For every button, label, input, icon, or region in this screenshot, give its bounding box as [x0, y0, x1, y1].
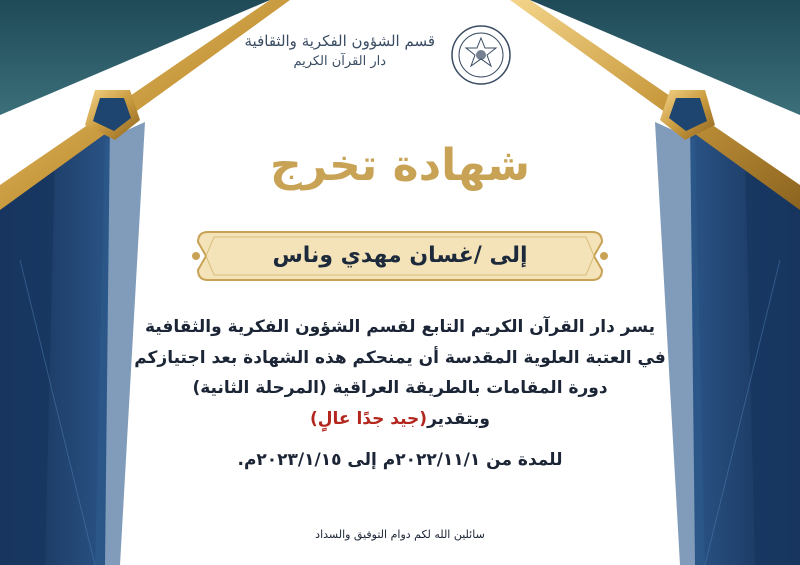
grade-value: (جيد جدًا عالٍ) [310, 409, 428, 429]
institution-name: دار القرآن الكريم [293, 54, 387, 69]
grade-prefix: وبتقدير [427, 409, 490, 429]
shrine-seal-icon [450, 24, 512, 86]
closing-wishes: سائلين الله لكم دوام التوفيق والسداد [315, 528, 485, 541]
certificate-body [100, 312, 700, 475]
certificate-title: شهادة تخرج [269, 140, 531, 191]
body-line-3: دورة المقامات بالطريقة العراقية (المرحلة الثانية) [192, 378, 608, 398]
department-name: قسم الشؤون الفكرية والثقافية [244, 32, 435, 50]
department-logo-text [245, 32, 435, 69]
body-line-1: يسر دار القرآن الكريم التابع لقسم الشؤون الفكرية والثقافية [144, 317, 656, 337]
header-logo [244, 18, 530, 100]
body-line-2: في العتبة العلوية المقدسة أن يمنحكم هذه الشهادة بعد اجتيازكم [134, 348, 666, 368]
recipient-name: إلى /غسان مهدي وناس [272, 243, 528, 268]
grade-line [100, 403, 700, 435]
course-period: للمدة من ٢٠٢٢/١١/١م إلى ٢٠٢٣/١/١٥م. [237, 450, 563, 470]
